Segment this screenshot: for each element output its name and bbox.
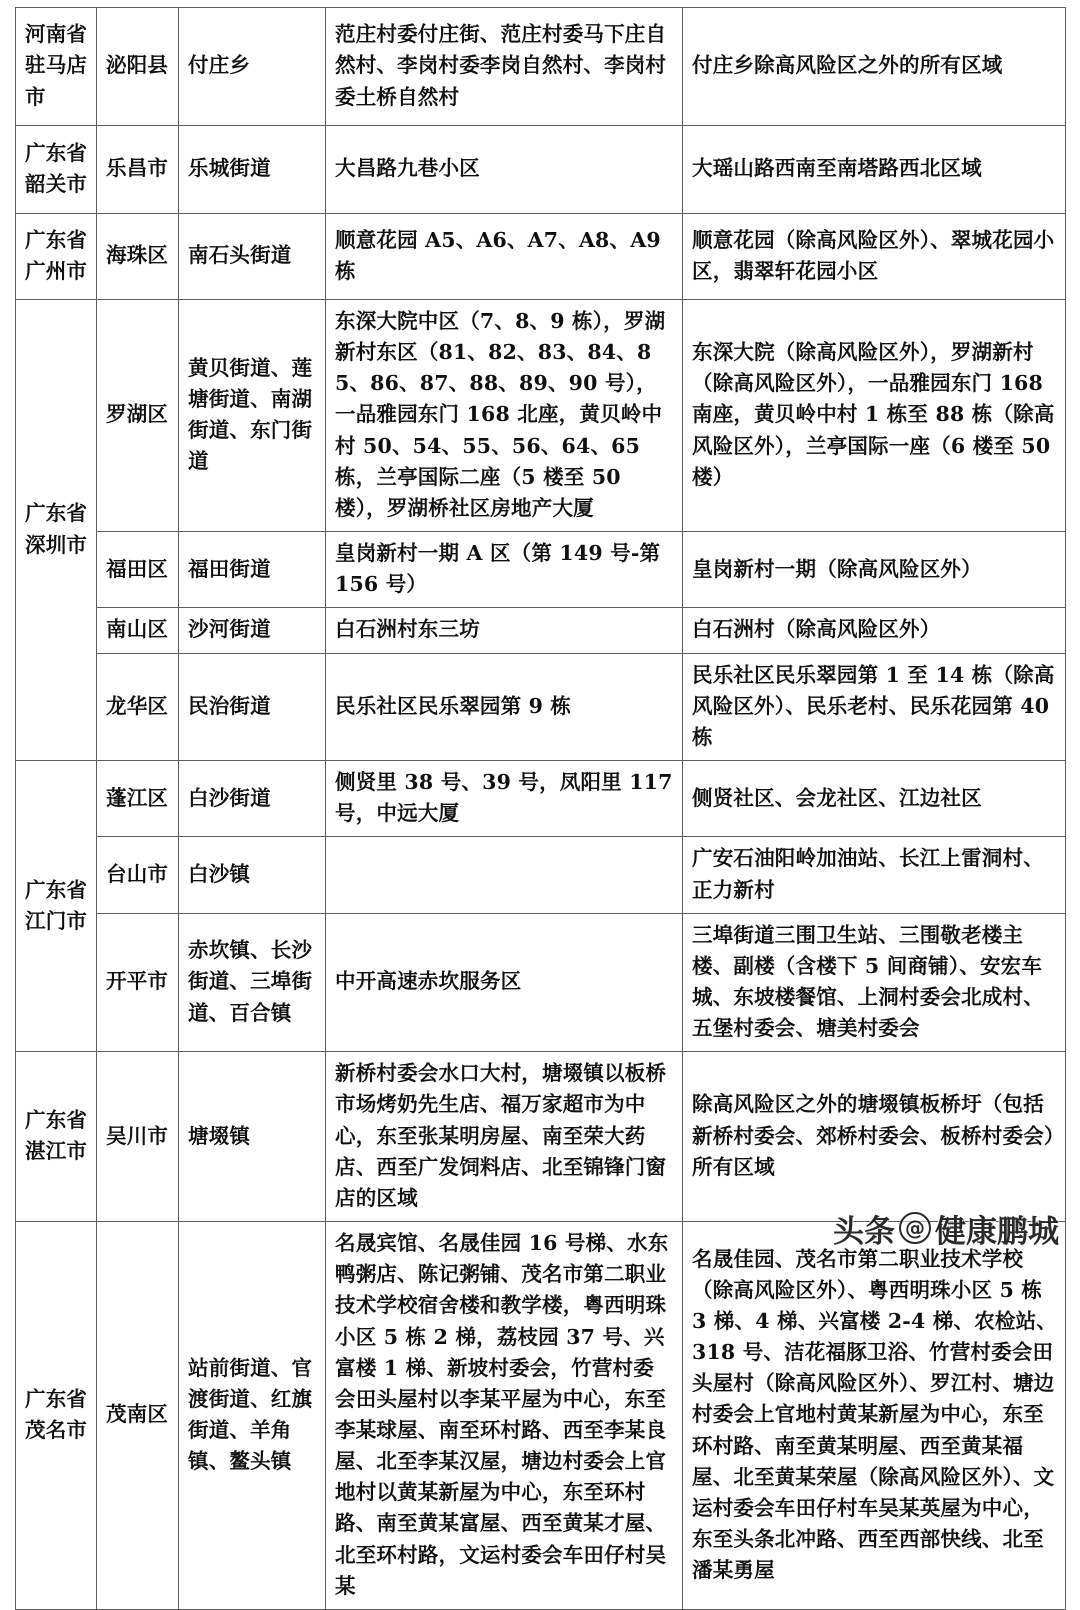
- cell-town: 福田街道: [179, 532, 326, 608]
- table-row: [16, 761, 1066, 837]
- table-row: [16, 837, 1066, 913]
- cell-county: 南山区: [97, 608, 179, 653]
- cell-county: 乐昌市: [97, 126, 179, 214]
- table-row: [16, 1052, 1066, 1222]
- cell-town: 白沙街道: [179, 761, 326, 837]
- cell-county: 福田区: [97, 532, 179, 608]
- cell-high-risk: [326, 837, 683, 913]
- cell-high-risk: 范庄村委付庄街、范庄村委马下庄自然村、李岗村委李岗自然村、李岗村委土桥自然村: [326, 8, 683, 126]
- cell-mid-risk: 广安石油阳岭加油站、长江上雷洞村、正力新村: [683, 837, 1066, 913]
- cell-high-risk: 顺意花园 A5、A6、A7、A8、A9 栋: [326, 214, 683, 300]
- watermark-account-label: 健康鹏城: [935, 1213, 1059, 1250]
- cell-city: 广东省韶关市: [16, 126, 97, 214]
- cell-city: 河南省驻马店市: [16, 8, 97, 126]
- cell-city: 广东省茂名市: [16, 1222, 97, 1610]
- watermark-platform-label: 头条: [833, 1213, 895, 1250]
- cell-high-risk: 白石洲村东三坊: [326, 608, 683, 653]
- table-row: [16, 653, 1066, 760]
- cell-city: 广东省湛江市: [16, 1052, 97, 1222]
- cell-county: 台山市: [97, 837, 179, 913]
- table-row: [16, 300, 1066, 532]
- cell-town: 白沙镇: [179, 837, 326, 913]
- at-icon: @: [899, 1212, 931, 1244]
- cell-town: 站前街道、官渡街道、红旗街道、羊角镇、鳌头镇: [179, 1222, 326, 1610]
- cell-town: 塘㙍镇: [179, 1052, 326, 1222]
- cell-town: 赤坎镇、长沙街道、三埠街道、百合镇: [179, 913, 326, 1052]
- cell-county: 蓬江区: [97, 761, 179, 837]
- cell-city: 广东省广州市: [16, 214, 97, 300]
- cell-town: 付庄乡: [179, 8, 326, 126]
- cell-town: 南石头街道: [179, 214, 326, 300]
- risk-area-table: [15, 7, 1066, 1610]
- cell-high-risk: 侧贤里 38 号、39 号，凤阳里 117 号，中远大厦: [326, 761, 683, 837]
- cell-mid-risk: 白石洲村（除高风险区外）: [683, 608, 1066, 653]
- cell-county: 茂南区: [97, 1222, 179, 1610]
- cell-city: 广东省深圳市: [16, 300, 97, 761]
- cell-county: 开平市: [97, 913, 179, 1052]
- table-row: [16, 214, 1066, 300]
- cell-mid-risk: 三埠街道三围卫生站、三围敬老楼主楼、副楼（含楼下 5 间商铺）、安宏车城、东坡楼餐馆、上洞村委会北成村、五堡村委会、塘美村委会: [683, 913, 1066, 1052]
- table-row: [16, 126, 1066, 214]
- cell-high-risk: 民乐社区民乐翠园第 9 栋: [326, 653, 683, 760]
- table-row: [16, 913, 1066, 1052]
- table-row: [16, 532, 1066, 608]
- cell-high-risk: 新桥村委会水口大村，塘㙍镇以板桥市场烤奶先生店、福万家超市为中心，东至张某明房屋、南至荣大药店、西至广发饲料店、北至锦锋门窗店的区域: [326, 1052, 683, 1222]
- cell-mid-risk: 除高风险区之外的塘㙍镇板桥圩（包括新桥村委会、郊桥村委会、板桥村委会）所有区域: [683, 1052, 1066, 1222]
- cell-high-risk: 东深大院中区（7、8、9 栋），罗湖新村东区（81、82、83、84、85、86、87、88、89、90 号），一品雅园东门 168 北座，黄贝岭中村 50、54、55、56、64、65 栋，兰亭国际二座（5 楼至 50 楼），罗湖桥社区房地产大厦: [326, 300, 683, 532]
- cell-mid-risk: 付庄乡除高风险区之外的所有区域: [683, 8, 1066, 126]
- cell-mid-risk: 侧贤社区、会龙社区、江边社区: [683, 761, 1066, 837]
- cell-mid-risk: 大瑶山路西南至南塔路西北区域: [683, 126, 1066, 214]
- cell-town: 乐城街道: [179, 126, 326, 214]
- cell-county: 泌阳县: [97, 8, 179, 126]
- cell-mid-risk: 顺意花园（除高风险区外）、翠城花园小区，翡翠轩花园小区: [683, 214, 1066, 300]
- risk-area-table-body: [16, 8, 1066, 1610]
- cell-mid-risk: 东深大院（除高风险区外），罗湖新村（除高风险区外），一品雅园东门 168 南座，黄贝岭中村 1 栋至 88 栋（除高风险区外），兰亭国际一座（6 楼至 50 楼）: [683, 300, 1066, 532]
- cell-town: 沙河街道: [179, 608, 326, 653]
- cell-county: 龙华区: [97, 653, 179, 760]
- cell-mid-risk: 民乐社区民乐翠园第 1 至 14 栋（除高风险区外）、民乐老村、民乐花园第 40 栋: [683, 653, 1066, 760]
- cell-high-risk: 名晟宾馆、名晟佳园 16 号梯、水东鸭粥店、陈记粥铺、茂名市第二职业技术学校宿舍楼和教学楼，粤西明珠小区 5 栋 2 梯，荔枝园 37 号、兴富楼 1 梯、新坡村委会，竹营村委会田头屋村以李某平屋为中心，东至李某球屋、南至环村路、西至李某良屋、北至李某汉屋，塘边村委会上官地村以黄某新屋为中心，东至环村路、南至黄某富屋、西至黄某才屋、北至环村路，文运村委会车田仔村吴某: [326, 1222, 683, 1610]
- cell-mid-risk: 皇岗新村一期（除高风险区外）: [683, 532, 1066, 608]
- table-row: [16, 608, 1066, 653]
- cell-high-risk: 中开高速赤坎服务区: [326, 913, 683, 1052]
- cell-high-risk: 皇岗新村一期 A 区（第 149 号-第 156 号）: [326, 532, 683, 608]
- cell-town: 民治街道: [179, 653, 326, 760]
- cell-town: 黄贝街道、莲塘街道、南湖街道、东门街道: [179, 300, 326, 532]
- cell-city: 广东省江门市: [16, 761, 97, 1052]
- cell-county: 海珠区: [97, 214, 179, 300]
- cell-high-risk: 大昌路九巷小区: [326, 126, 683, 214]
- risk-area-table-container: [15, 7, 1065, 1610]
- cell-county: 吴川市: [97, 1052, 179, 1222]
- cell-county: 罗湖区: [97, 300, 179, 532]
- cell-mid-risk: 名晟佳园、茂名市第二职业技术学校（除高风险区外）、粤西明珠小区 5 栋 3 梯、4 梯、兴富楼 2-4 梯、农检站、318 号、洁花福豚卫浴、竹营村委会田头屋村（除高风险区外）、罗江村、塘边村委会上官地村黄某新屋为中心，东至环村路、南至黄某明屋、西至黄某福屋、北至黄某荣屋（除高风险区外）、文运村委会车田仔村车吴某英屋为中心，东至头条北冲路、西至西部快线、北至潘某勇屋: [683, 1222, 1066, 1610]
- table-row: [16, 8, 1066, 126]
- table-row: [16, 1222, 1066, 1610]
